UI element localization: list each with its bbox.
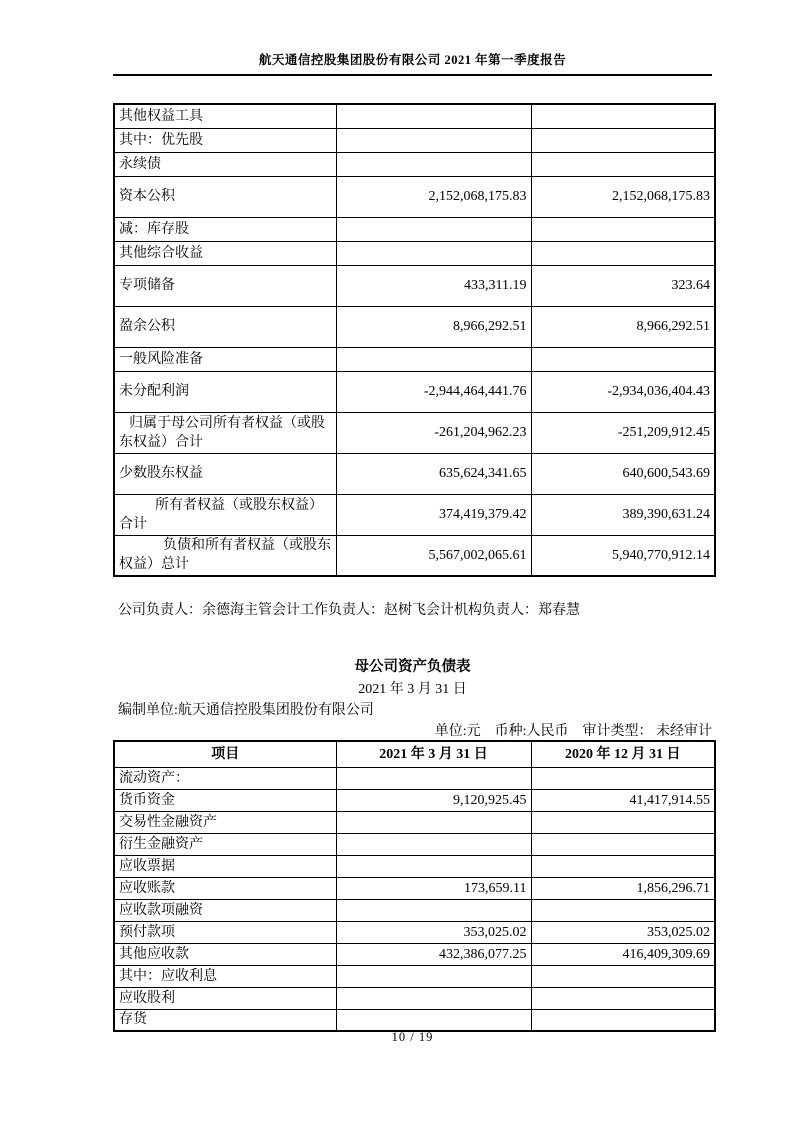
table-row	[114, 535, 715, 576]
prior-period-value-cell	[531, 965, 715, 987]
current-period-value-cell: 2,152,068,175.83	[336, 176, 531, 217]
table-row	[114, 921, 715, 943]
current-period-value-cell: 9,120,925.45	[336, 789, 531, 811]
prior-period-value-cell	[531, 152, 715, 176]
current-period-value-cell: 432,386,077.25	[336, 943, 531, 965]
item-label-cell: 其他综合收益	[114, 241, 336, 265]
current-period-value-cell: -2,944,464,441.76	[336, 371, 531, 412]
item-label-cell: 货币资金	[114, 789, 336, 811]
current-period-value-cell: 353,025.02	[336, 921, 531, 943]
table-row	[114, 347, 715, 371]
prior-period-value-cell: 8,966,292.51	[531, 306, 715, 347]
prior-period-value-cell	[531, 855, 715, 877]
table-row	[114, 855, 715, 877]
current-period-value-cell: 173,659.11	[336, 877, 531, 899]
item-label-cell: 盈余公积	[114, 306, 336, 347]
table-row	[114, 176, 715, 217]
prior-period-value-cell: 5,940,770,912.14	[531, 535, 715, 576]
table-row	[114, 412, 715, 453]
table-row	[114, 128, 715, 152]
current-period-value-cell	[336, 241, 531, 265]
current-period-value-cell	[336, 987, 531, 1009]
column-header-prior-period: 2020 年 12 月 31 日	[531, 741, 715, 767]
table-row	[114, 789, 715, 811]
item-label-cell: 应收票据	[114, 855, 336, 877]
prior-period-value-cell	[531, 128, 715, 152]
item-label-cell: 少数股东权益	[114, 453, 336, 494]
item-label-cell: 应收股利	[114, 987, 336, 1009]
current-period-value-cell: 433,311.19	[336, 265, 531, 306]
table-row	[114, 217, 715, 241]
page-number-footer: 10 / 19	[391, 1030, 434, 1044]
header-rule	[113, 74, 712, 76]
item-label-cell: 交易性金融资产	[114, 811, 336, 833]
item-label-cell: 衍生金融资产	[114, 833, 336, 855]
current-period-value-cell	[336, 855, 531, 877]
parent-balance-sheet-table	[113, 740, 716, 1032]
table-row	[114, 1009, 715, 1031]
statement-title: 母公司资产负债表	[354, 659, 471, 675]
prepared-by-line: 编制单位:航天通信控股集团股份有限公司	[118, 703, 374, 718]
prior-period-value-cell: 640,600,543.69	[531, 453, 715, 494]
column-header-current-period: 2021 年 3 月 31 日	[336, 741, 531, 767]
item-label-cell: 负债和所有者权益（或股东权益）总计	[114, 535, 336, 576]
current-period-value-cell	[336, 833, 531, 855]
table-row	[114, 104, 715, 128]
table-row	[114, 811, 715, 833]
table-row	[114, 371, 715, 412]
item-label-cell: 预付款项	[114, 921, 336, 943]
table-row	[114, 877, 715, 899]
item-label-cell: 其中：优先股	[114, 128, 336, 152]
equity-table	[113, 103, 716, 577]
table-row	[114, 965, 715, 987]
prior-period-value-cell	[531, 347, 715, 371]
item-label-cell: 流动资产：	[114, 767, 336, 789]
current-period-value-cell: 374,419,379.42	[336, 494, 531, 535]
table-row	[114, 494, 715, 535]
prior-period-value-cell: 1,856,296.71	[531, 877, 715, 899]
prior-period-value-cell	[531, 811, 715, 833]
table-row	[114, 767, 715, 789]
table-row	[114, 943, 715, 965]
current-period-value-cell	[336, 347, 531, 371]
table-header-row	[114, 741, 715, 767]
current-period-value-cell	[336, 1009, 531, 1031]
current-period-value-cell	[336, 899, 531, 921]
unit-currency-audit-line: 单位:元 币种:人民币 审计类型： 未经审计	[434, 724, 712, 739]
prior-period-value-cell: 323.64	[531, 265, 715, 306]
prior-period-value-cell: -2,934,036,404.43	[531, 371, 715, 412]
item-label-cell: 永续债	[114, 152, 336, 176]
table-row	[114, 152, 715, 176]
table-row	[114, 453, 715, 494]
prior-period-value-cell	[531, 987, 715, 1009]
prior-period-value-cell: 41,417,914.55	[531, 789, 715, 811]
item-label-cell: 一般风险准备	[114, 347, 336, 371]
prior-period-value-cell	[531, 1009, 715, 1031]
current-period-value-cell	[336, 104, 531, 128]
item-label-cell: 资本公积	[114, 176, 336, 217]
item-label-cell: 所有者权益（或股东权益）合计	[114, 494, 336, 535]
current-period-value-cell	[336, 217, 531, 241]
current-period-value-cell	[336, 811, 531, 833]
table-row	[114, 987, 715, 1009]
prior-period-value-cell	[531, 241, 715, 265]
prior-period-value-cell	[531, 833, 715, 855]
item-label-cell: 存货	[114, 1009, 336, 1031]
item-label-cell: 归属于母公司所有者权益（或股东权益）合计	[114, 412, 336, 453]
prior-period-value-cell: -251,209,912.45	[531, 412, 715, 453]
prior-period-value-cell: 353,025.02	[531, 921, 715, 943]
prior-period-value-cell: 389,390,631.24	[531, 494, 715, 535]
current-period-value-cell	[336, 965, 531, 987]
prior-period-value-cell: 416,409,309.69	[531, 943, 715, 965]
item-label-cell: 其中：应收利息	[114, 965, 336, 987]
table-row	[114, 899, 715, 921]
prior-period-value-cell	[531, 899, 715, 921]
item-label-cell: 应收款项融资	[114, 899, 336, 921]
item-label-cell: 应收账款	[114, 877, 336, 899]
item-label-cell: 其他权益工具	[114, 104, 336, 128]
current-period-value-cell: 8,966,292.51	[336, 306, 531, 347]
officers-line: 公司负责人：余德海主管会计工作负责人：赵树飞会计机构负责人：郑春慧	[118, 603, 580, 618]
table-row	[114, 241, 715, 265]
report-header-title: 航天通信控股集团股份有限公司 2021 年第一季度报告	[258, 53, 567, 67]
item-label-cell: 专项储备	[114, 265, 336, 306]
item-label-cell: 其他应收款	[114, 943, 336, 965]
table-row	[114, 306, 715, 347]
prior-period-value-cell: 2,152,068,175.83	[531, 176, 715, 217]
item-label-cell: 未分配利润	[114, 371, 336, 412]
prior-period-value-cell	[531, 767, 715, 789]
table-row	[114, 833, 715, 855]
prior-period-value-cell	[531, 217, 715, 241]
current-period-value-cell	[336, 128, 531, 152]
column-header-item: 项目	[114, 741, 336, 767]
current-period-value-cell	[336, 767, 531, 789]
current-period-value-cell: -261,204,962.23	[336, 412, 531, 453]
current-period-value-cell: 5,567,002,065.61	[336, 535, 531, 576]
current-period-value-cell: 635,624,341.65	[336, 453, 531, 494]
statement-date: 2021 年 3 月 31 日	[358, 682, 467, 697]
table-row	[114, 265, 715, 306]
item-label-cell: 减：库存股	[114, 217, 336, 241]
current-period-value-cell	[336, 152, 531, 176]
prior-period-value-cell	[531, 104, 715, 128]
